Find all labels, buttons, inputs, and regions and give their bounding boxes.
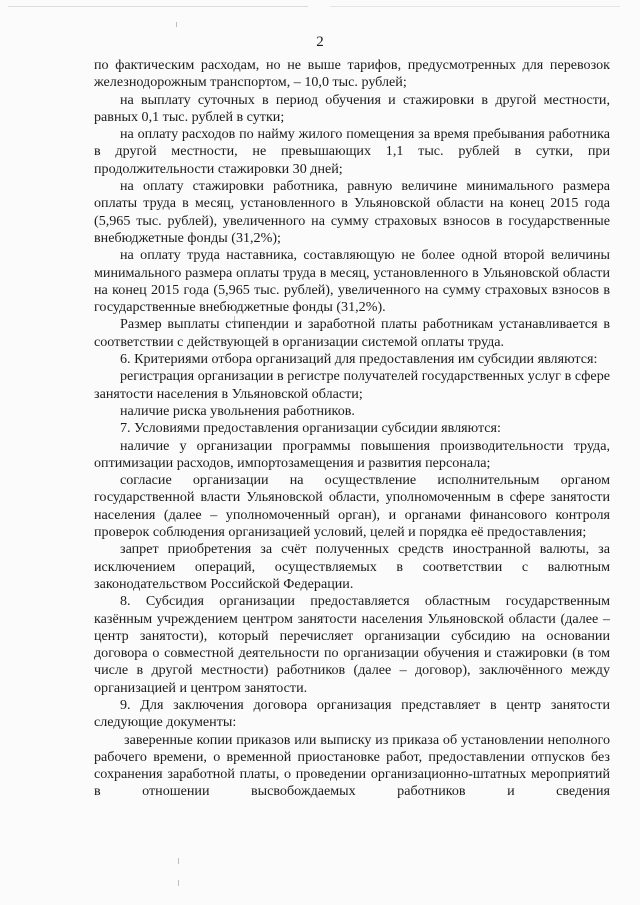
scan-artifact-bottom-tick (178, 858, 179, 864)
scan-artifact-bottom-tick-2 (178, 880, 179, 886)
paragraph-dismissal-risk: наличие риска увольнения работников. (120, 402, 355, 419)
paragraph-daily-allowance: на выплату суточных в период обучения и стажировки в другой местности, равных 0,1 тыс. рублей в сутки; (94, 91, 610, 125)
paragraph-mentor-pay: на оплату труда наставника, составляющую не более одной второй величины минимального размера оплаты труда в месяц, установленного в Ульяновской области на конец 2015 года (5,965 тыс. рублей), увеличенного на сумму страховых взносов в государственные внебюджетные фонды (31,2%). (94, 247, 610, 316)
paragraph-contract-documents: 9. Для заключения договора организация представляет в центр занятости следующие документы: (94, 696, 610, 731)
paragraph-subsidy-provision: 8. Субсидия организации предоставляется областным государственным казённым учреждением центром занятости населения Ульяновской области (далее – центр занятости), который перечисляет организации субсидию на основании договора о совместной деятельности по организации обучения и стажировки (в том числе в другой местности) работников (далее – договор), заключённого между организацией и центром занятости. (94, 593, 610, 696)
document-body (94, 57, 610, 801)
paragraph-housing-rent: на оплату расходов по найму жилого помещения за время пребывания работника в другой местности, не превышающих 1,1 тыс. рублей в сутки, при продолжительности стажировки 30 дней; (94, 126, 610, 177)
scan-artifact-top-right (330, 6, 620, 7)
scan-artifact-left-tick (176, 22, 177, 27)
paragraph-certified-copies: заверенные копии приказов или выписку из приказа об установлении неполного рабочего времени, о временной приостановке работ, предоставлении отпусков без сохранения заработной платы, о проведении организационно-штатных мероприятий в отношении высвобождаемых работников и сведения (94, 731, 610, 800)
paragraph-productivity-program: наличие у организации программы повышения производительности труда, оптимизации расходов, импортозамещения и развития персонала; (94, 437, 610, 471)
paragraph-internship-pay: на оплату стажировки работника, равную величине минимального размера оплаты труда в месяц, установленного в Ульяновской области на конец 2015 года (5,965 тыс. рублей), увеличенного на сумму страховых взносов в государственные внебюджетные фонды (31,2%); (94, 178, 610, 246)
scan-artifact-top (8, 6, 308, 7)
page-number: 2 (316, 34, 324, 50)
paragraph-registry: регистрация организации в регистре получателей государственных услуг в сфере занятости населения в Ульяновской области; (94, 368, 610, 402)
paragraph-transport-expenses: по фактическим расходам, но не выше тарифов, предусмотренных для перевозок железнодорожным транспортом, – 10,0 тыс. рублей; (94, 57, 610, 91)
paragraph-conditions: 7. Условиями предоставления организации субсидии являются: (120, 420, 501, 437)
paragraph-consent-inspections: согласие организации на осуществление исполнительным органом государственной власти Ульяновской области, уполномоченным в сфере занятости населения (далее – уполномоченный орган), и органами финансового контроля проверок соблюдения организацией условий, целей и порядка её предоставления; (94, 472, 610, 541)
paragraph-stipend-size: Размер выплаты стипендии и заработной платы работникам устанавливается в соответствии с действующей в организации системой оплаты труда. (94, 316, 610, 350)
paragraph-selection-criteria: 6. Критериями отбора организаций для предоставления им субсидии являются: (120, 351, 598, 368)
paragraph-currency-ban: запрет приобретения за счёт полученных средств иностранной валюты, за исключением операций, осуществляемых в соответствии с валютным законодательством Российской Федерации. (94, 541, 610, 592)
